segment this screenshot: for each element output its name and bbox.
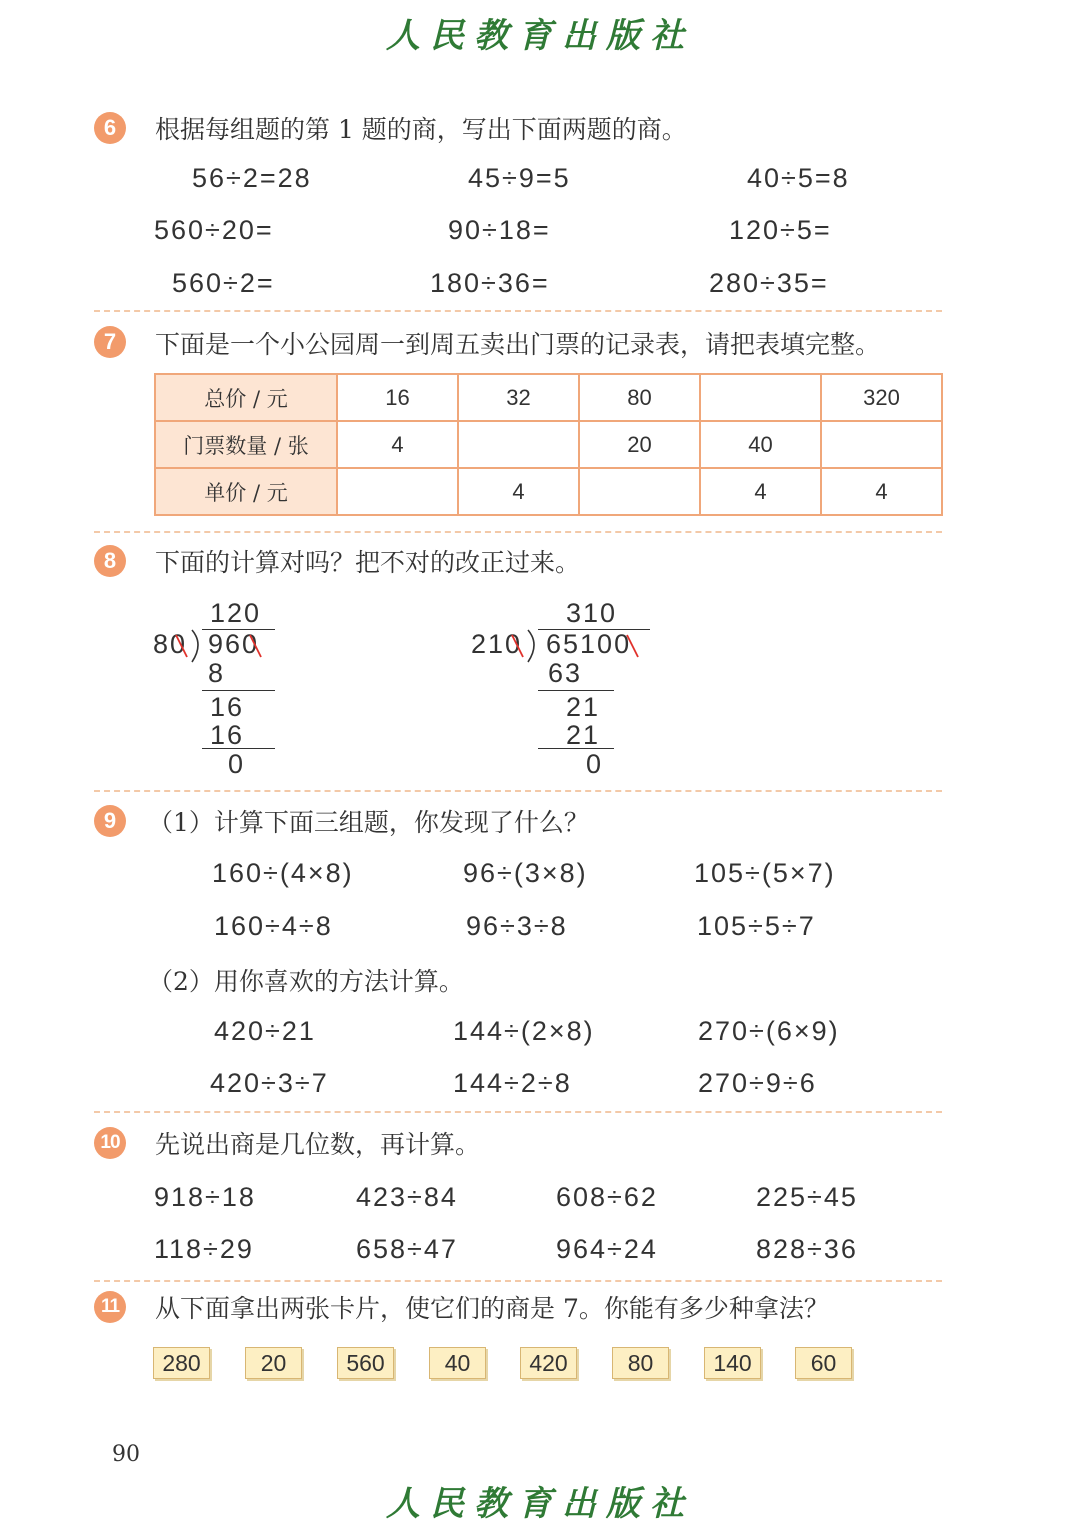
publisher-header: 人民教育出版社: [386, 16, 694, 56]
table-cell: 4: [821, 468, 942, 515]
dividend: 65100: [546, 629, 632, 659]
cross-out-mark-icon: [625, 631, 641, 661]
step: 63: [548, 658, 583, 688]
q6-expression: 560÷2=: [172, 268, 275, 298]
q9-expression: 160÷(4×8): [212, 858, 354, 888]
long-division-2: [468, 598, 668, 780]
question-8-prompt: 下面的计算对吗？把不对的改正过来。: [155, 548, 581, 577]
number-card: 560: [337, 1347, 394, 1379]
q6-expression: 56÷2=28: [192, 163, 312, 193]
number-card: 420: [520, 1347, 577, 1379]
question-6-prompt: 根据每组题的第 1 题的商，写出下面两题的商。: [155, 115, 687, 144]
q6-expression: 120÷5=: [729, 215, 832, 245]
question-10-prompt: 先说出商是几位数，再计算。: [155, 1130, 481, 1159]
q10-expression: 964÷24: [556, 1234, 658, 1264]
q9-expression: 144÷(2×8): [453, 1016, 595, 1046]
remainder: 0: [228, 749, 246, 779]
table-cell-blank: [579, 468, 700, 515]
question-9-badge: 9: [94, 805, 126, 837]
step: 16: [210, 692, 245, 722]
question-8-badge: 8: [94, 545, 126, 577]
q6-expression: 560÷20=: [154, 215, 274, 245]
section-divider: [94, 1111, 942, 1113]
q9-expression: 144÷2÷8: [453, 1068, 572, 1098]
cross-out-mark-icon: [510, 631, 526, 661]
division-bracket-icon: [524, 628, 544, 664]
question-7-badge: 7: [94, 326, 126, 358]
section-divider: [94, 1280, 942, 1282]
table-cell-blank: [700, 374, 821, 421]
subtraction-line: [538, 690, 614, 691]
step: 21: [566, 692, 601, 722]
table-cell-blank: [458, 421, 579, 468]
question-7-prompt: 下面是一个小公园周一到周五卖出门票的记录表，请把表填完整。: [155, 330, 881, 359]
question-9-part1: （1）计算下面三组题，你发现了什么？: [148, 808, 589, 837]
q9-expression: 105÷(5×7): [694, 858, 836, 888]
table-cell: 4: [700, 468, 821, 515]
table-row: [155, 468, 942, 515]
table-cell: 320: [821, 374, 942, 421]
step: 8: [208, 658, 226, 688]
q10-expression: 118÷29: [154, 1234, 254, 1264]
ticket-record-table: [154, 373, 943, 516]
q6-expression: 45÷9=5: [468, 163, 571, 193]
table-cell-blank: [337, 468, 458, 515]
q6-expression: 90÷18=: [448, 215, 551, 245]
dividend: 960: [208, 629, 260, 659]
section-divider: [94, 790, 942, 792]
q9-expression: 96÷(3×8): [463, 858, 588, 888]
q9-expression: 420÷3÷7: [210, 1068, 329, 1098]
divisor: 80: [153, 629, 188, 659]
section-divider: [94, 310, 942, 312]
table-row: [155, 374, 942, 421]
table-cell: 4: [337, 421, 458, 468]
q9-expression: 270÷(6×9): [698, 1016, 840, 1046]
divisor: 210: [471, 629, 523, 659]
table-cell: 32: [458, 374, 579, 421]
quotient: 310: [566, 598, 618, 628]
question-10-badge: 10: [94, 1127, 126, 1159]
cross-out-mark-icon: [174, 631, 190, 661]
q9-expression: 105÷5÷7: [697, 911, 816, 941]
table-cell: 20: [579, 421, 700, 468]
page-number: 90: [112, 1442, 140, 1467]
number-card: 20: [245, 1347, 302, 1379]
q9-expression: 96÷3÷8: [466, 911, 568, 941]
question-9-part2: （2）用你喜欢的方法计算。: [148, 967, 464, 996]
row-header-ticket-count: 门票数量 / 张: [155, 421, 337, 468]
table-row: [155, 421, 942, 468]
quotient: 120: [210, 598, 262, 628]
cross-out-mark-icon: [248, 631, 264, 661]
row-header-unit-price: 单价 / 元: [155, 468, 337, 515]
question-11-badge: 11: [94, 1291, 126, 1323]
q10-expression: 658÷47: [356, 1234, 458, 1264]
table-cell: 40: [700, 421, 821, 468]
number-card: 280: [153, 1347, 210, 1379]
q10-expression: 608÷62: [556, 1182, 658, 1212]
step: 16: [210, 720, 245, 750]
section-divider: [94, 531, 942, 533]
subtraction-line: [202, 690, 275, 691]
publisher-footer: 人民教育出版社: [386, 1484, 694, 1524]
q6-expression: 280÷35=: [709, 268, 829, 298]
q10-expression: 225÷45: [756, 1182, 858, 1212]
remainder: 0: [586, 749, 604, 779]
table-cell: 4: [458, 468, 579, 515]
number-card: 40: [429, 1347, 486, 1379]
q9-expression: 270÷9÷6: [698, 1068, 817, 1098]
q6-expression: 40÷5=8: [747, 163, 850, 193]
q9-expression: 160÷4÷8: [214, 911, 333, 941]
number-card: 140: [704, 1347, 761, 1379]
question-6-badge: 6: [94, 112, 126, 144]
question-11-prompt: 从下面拿出两张卡片，使它们的商是 7。你能有多少种拿法？: [155, 1294, 829, 1323]
table-cell: 80: [579, 374, 700, 421]
q6-expression: 180÷36=: [430, 268, 550, 298]
division-bracket-icon: [188, 628, 208, 664]
q9-expression: 420÷21: [214, 1016, 316, 1046]
table-cell: 16: [337, 374, 458, 421]
q10-expression: 828÷36: [756, 1234, 858, 1264]
q10-expression: 918÷18: [154, 1182, 256, 1212]
number-card: 80: [612, 1347, 669, 1379]
number-card: 60: [795, 1347, 852, 1379]
long-division-1: [150, 598, 290, 780]
row-header-total-price: 总价 / 元: [155, 374, 337, 421]
table-cell-blank: [821, 421, 942, 468]
q10-expression: 423÷84: [356, 1182, 458, 1212]
step: 21: [566, 720, 601, 750]
